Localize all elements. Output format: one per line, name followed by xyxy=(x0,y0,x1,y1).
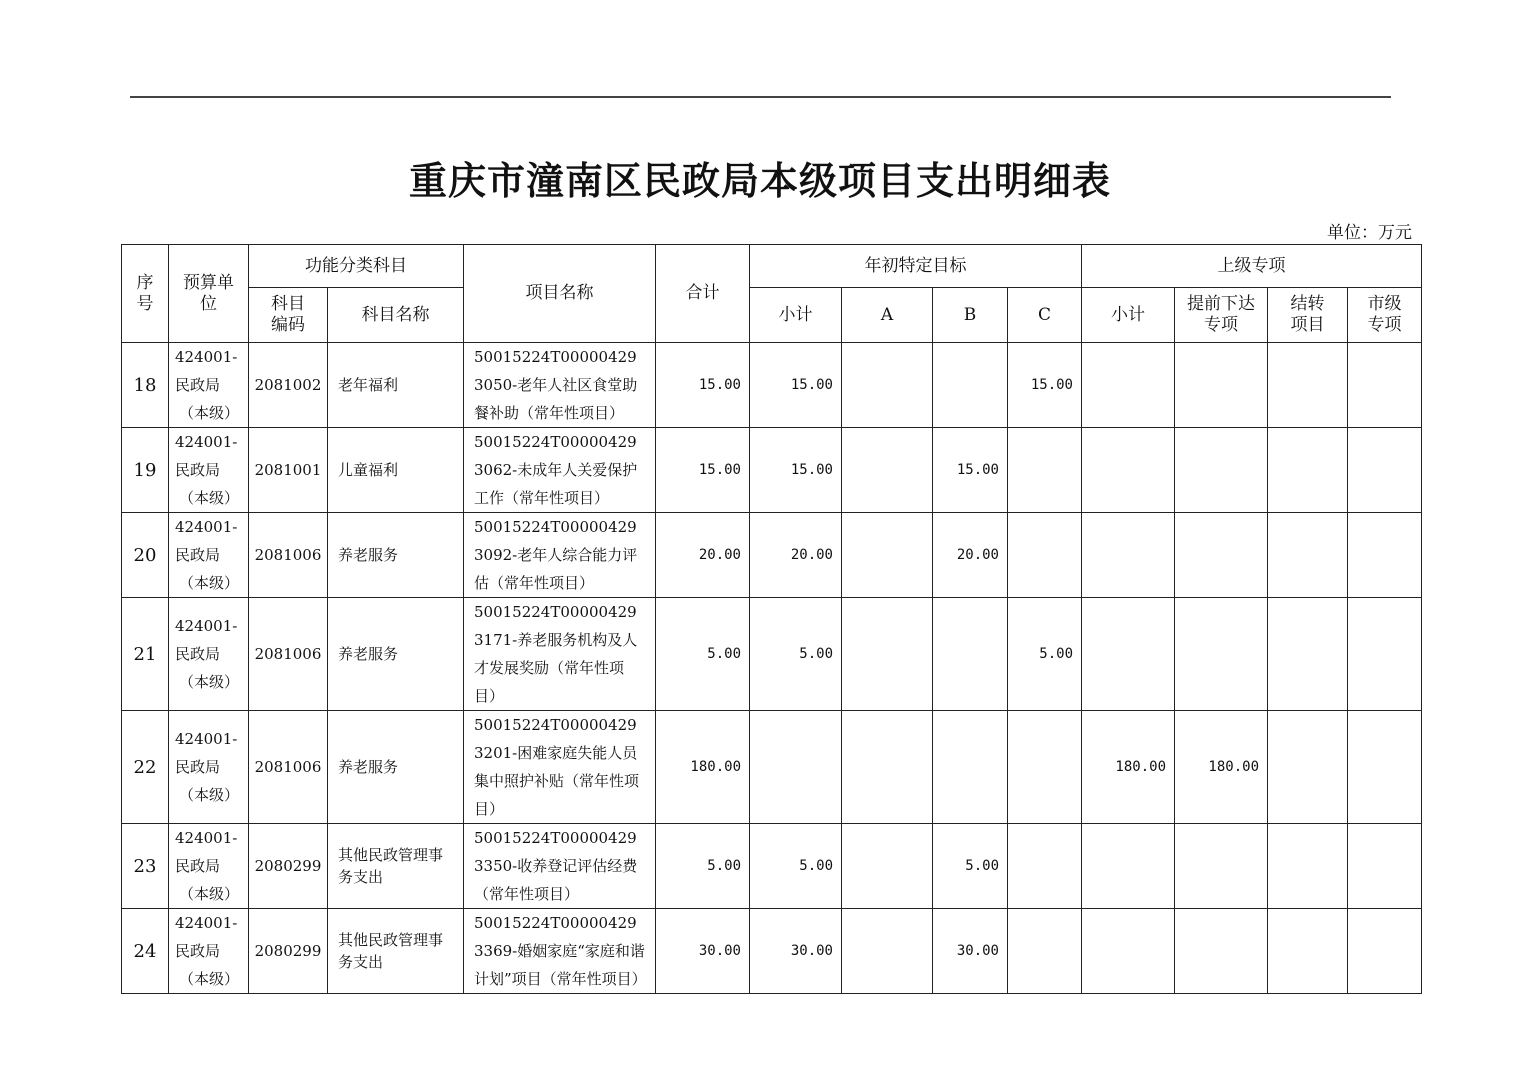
budget-unit-name: 民政局 xyxy=(175,461,221,479)
project-name-cell: 50015224T000004293092-老年人综合能力评估（常年性项目） xyxy=(464,513,656,598)
budget-unit-code: 424001- xyxy=(175,914,238,932)
budget-unit-cell xyxy=(169,343,249,428)
total-cell: 30.00 xyxy=(656,909,750,994)
table-row xyxy=(122,428,1422,513)
seq-cell: 21 xyxy=(122,598,169,711)
budget-unit-name: 民政局 xyxy=(175,857,221,875)
a-cell xyxy=(842,513,933,598)
subject-code-cell: 2081006 xyxy=(249,598,328,711)
c-cell xyxy=(1008,513,1082,598)
subtotal-cell: 15.00 xyxy=(750,428,842,513)
c-cell: 5.00 xyxy=(1008,598,1082,711)
budget-unit-level: （本级） xyxy=(179,970,240,988)
subject-name-cell: 养老服务 xyxy=(328,513,464,598)
seq-cell: 20 xyxy=(122,513,169,598)
c-cell xyxy=(1008,428,1082,513)
sup-subtotal-cell xyxy=(1082,598,1175,711)
header-b: B xyxy=(933,288,1008,343)
project-name-cell: 50015224T000004293369-婚姻家庭“家庭和谐计划”项目（常年性项目） xyxy=(464,909,656,994)
sup-subtotal-cell: 180.00 xyxy=(1082,711,1175,824)
subject-code-cell: 2081001 xyxy=(249,428,328,513)
advance-cell xyxy=(1175,598,1268,711)
subject-code-cell: 2081006 xyxy=(249,711,328,824)
budget-unit-name: 民政局 xyxy=(175,546,221,564)
header-func-category: 功能分类科目 xyxy=(249,245,464,288)
budget-unit-code: 424001- xyxy=(175,518,238,536)
city-cell xyxy=(1348,513,1422,598)
header-advance: 提前下达专项 xyxy=(1175,288,1268,343)
header-subject-name: 科目名称 xyxy=(328,288,464,343)
b-cell: 30.00 xyxy=(933,909,1008,994)
subject-code-cell: 2080299 xyxy=(249,824,328,909)
subject-name-cell: 其他民政管理事务支出 xyxy=(328,824,464,909)
sup-subtotal-cell xyxy=(1082,824,1175,909)
carryover-cell xyxy=(1268,598,1348,711)
subtotal-cell xyxy=(750,711,842,824)
header-city: 市级专项 xyxy=(1348,288,1422,343)
city-cell xyxy=(1348,598,1422,711)
table-row xyxy=(122,513,1422,598)
budget-unit-name: 民政局 xyxy=(175,376,221,394)
city-cell xyxy=(1348,824,1422,909)
budget-unit-code: 424001- xyxy=(175,433,238,451)
b-cell: 15.00 xyxy=(933,428,1008,513)
expenditure-table xyxy=(121,244,1422,994)
project-name-cell: 50015224T000004293171-养老服务机构及人才发展奖励（常年性项目） xyxy=(464,598,656,711)
carryover-cell xyxy=(1268,513,1348,598)
total-cell: 15.00 xyxy=(656,343,750,428)
advance-cell: 180.00 xyxy=(1175,711,1268,824)
budget-unit-code: 424001- xyxy=(175,617,238,635)
subtotal-cell: 20.00 xyxy=(750,513,842,598)
table-row xyxy=(122,711,1422,824)
header-a: A xyxy=(842,288,933,343)
project-name-cell: 50015224T000004293050-老年人社区食堂助餐补助（常年性项目） xyxy=(464,343,656,428)
budget-unit-level: （本级） xyxy=(179,574,240,592)
advance-cell xyxy=(1175,824,1268,909)
a-cell xyxy=(842,428,933,513)
carryover-cell xyxy=(1268,343,1348,428)
document-title: 重庆市潼南区民政局本级项目支出明细表 xyxy=(408,158,1111,203)
total-cell: 5.00 xyxy=(656,598,750,711)
seq-cell: 18 xyxy=(122,343,169,428)
b-cell xyxy=(933,711,1008,824)
c-cell: 15.00 xyxy=(1008,343,1082,428)
b-cell: 5.00 xyxy=(933,824,1008,909)
header-annual-target: 年初特定目标 xyxy=(750,245,1082,288)
sup-subtotal-cell xyxy=(1082,513,1175,598)
total-cell: 15.00 xyxy=(656,428,750,513)
budget-unit-cell xyxy=(169,598,249,711)
advance-cell xyxy=(1175,513,1268,598)
city-cell xyxy=(1348,711,1422,824)
advance-cell xyxy=(1175,428,1268,513)
c-cell xyxy=(1008,909,1082,994)
subtotal-cell: 15.00 xyxy=(750,343,842,428)
header-c: C xyxy=(1008,288,1082,343)
header-subject-code: 科目编码 xyxy=(249,288,328,343)
header-budget-unit: 预算单位 xyxy=(169,245,249,343)
budget-unit-level: （本级） xyxy=(179,489,240,507)
subject-code-cell: 2081006 xyxy=(249,513,328,598)
sup-subtotal-cell xyxy=(1082,343,1175,428)
seq-cell: 19 xyxy=(122,428,169,513)
header-subtotal: 小计 xyxy=(750,288,842,343)
budget-unit-code: 424001- xyxy=(175,348,238,366)
a-cell xyxy=(842,824,933,909)
budget-unit-cell xyxy=(169,824,249,909)
budget-unit-cell xyxy=(169,513,249,598)
seq-cell: 24 xyxy=(122,909,169,994)
b-cell xyxy=(933,598,1008,711)
budget-unit-name: 民政局 xyxy=(175,758,221,776)
budget-unit-level: （本级） xyxy=(179,786,240,804)
header-seq: 序号 xyxy=(122,245,169,343)
header-project-name: 项目名称 xyxy=(464,245,656,343)
budget-unit-name: 民政局 xyxy=(175,942,221,960)
seq-cell: 23 xyxy=(122,824,169,909)
project-name-cell: 50015224T000004293350-收养登记评估经费（常年性项目） xyxy=(464,824,656,909)
total-cell: 5.00 xyxy=(656,824,750,909)
seq-cell: 22 xyxy=(122,711,169,824)
subject-name-cell: 儿童福利 xyxy=(328,428,464,513)
budget-unit-level: （本级） xyxy=(179,885,240,903)
budget-unit-code: 424001- xyxy=(175,829,238,847)
advance-cell xyxy=(1175,343,1268,428)
top-rule xyxy=(130,96,1391,98)
budget-unit-cell xyxy=(169,711,249,824)
city-cell xyxy=(1348,428,1422,513)
table-row xyxy=(122,909,1422,994)
header-sup-subtotal: 小计 xyxy=(1082,288,1175,343)
total-cell: 20.00 xyxy=(656,513,750,598)
a-cell xyxy=(842,343,933,428)
subject-name-cell: 其他民政管理事务支出 xyxy=(328,909,464,994)
budget-unit-level: （本级） xyxy=(179,673,240,691)
subject-code-cell: 2081002 xyxy=(249,343,328,428)
unit-label: 单位：万元 xyxy=(1327,223,1412,243)
table-row xyxy=(122,343,1422,428)
subject-name-cell: 老年福利 xyxy=(328,343,464,428)
advance-cell xyxy=(1175,909,1268,994)
a-cell xyxy=(842,909,933,994)
carryover-cell xyxy=(1268,824,1348,909)
budget-unit-code: 424001- xyxy=(175,730,238,748)
project-name-cell: 50015224T000004293201-困难家庭失能人员集中照护补贴（常年性项目） xyxy=(464,711,656,824)
table-row xyxy=(122,598,1422,711)
carryover-cell xyxy=(1268,428,1348,513)
city-cell xyxy=(1348,909,1422,994)
c-cell xyxy=(1008,711,1082,824)
sup-subtotal-cell xyxy=(1082,909,1175,994)
b-cell: 20.00 xyxy=(933,513,1008,598)
header-total: 合计 xyxy=(656,245,750,343)
subject-name-cell: 养老服务 xyxy=(328,598,464,711)
budget-unit-name: 民政局 xyxy=(175,645,221,663)
a-cell xyxy=(842,711,933,824)
project-name-cell: 50015224T000004293062-未成年人关爱保护工作（常年性项目） xyxy=(464,428,656,513)
header-superior: 上级专项 xyxy=(1082,245,1422,288)
budget-unit-cell xyxy=(169,428,249,513)
carryover-cell xyxy=(1268,909,1348,994)
subtotal-cell: 5.00 xyxy=(750,598,842,711)
subject-code-cell: 2080299 xyxy=(249,909,328,994)
subject-name-cell: 养老服务 xyxy=(328,711,464,824)
b-cell xyxy=(933,343,1008,428)
a-cell xyxy=(842,598,933,711)
total-cell: 180.00 xyxy=(656,711,750,824)
carryover-cell xyxy=(1268,711,1348,824)
c-cell xyxy=(1008,824,1082,909)
sup-subtotal-cell xyxy=(1082,428,1175,513)
header-carryover: 结转项目 xyxy=(1268,288,1348,343)
city-cell xyxy=(1348,343,1422,428)
subtotal-cell: 30.00 xyxy=(750,909,842,994)
subtotal-cell: 5.00 xyxy=(750,824,842,909)
table-row xyxy=(122,824,1422,909)
budget-unit-level: （本级） xyxy=(179,404,240,422)
budget-unit-cell xyxy=(169,909,249,994)
